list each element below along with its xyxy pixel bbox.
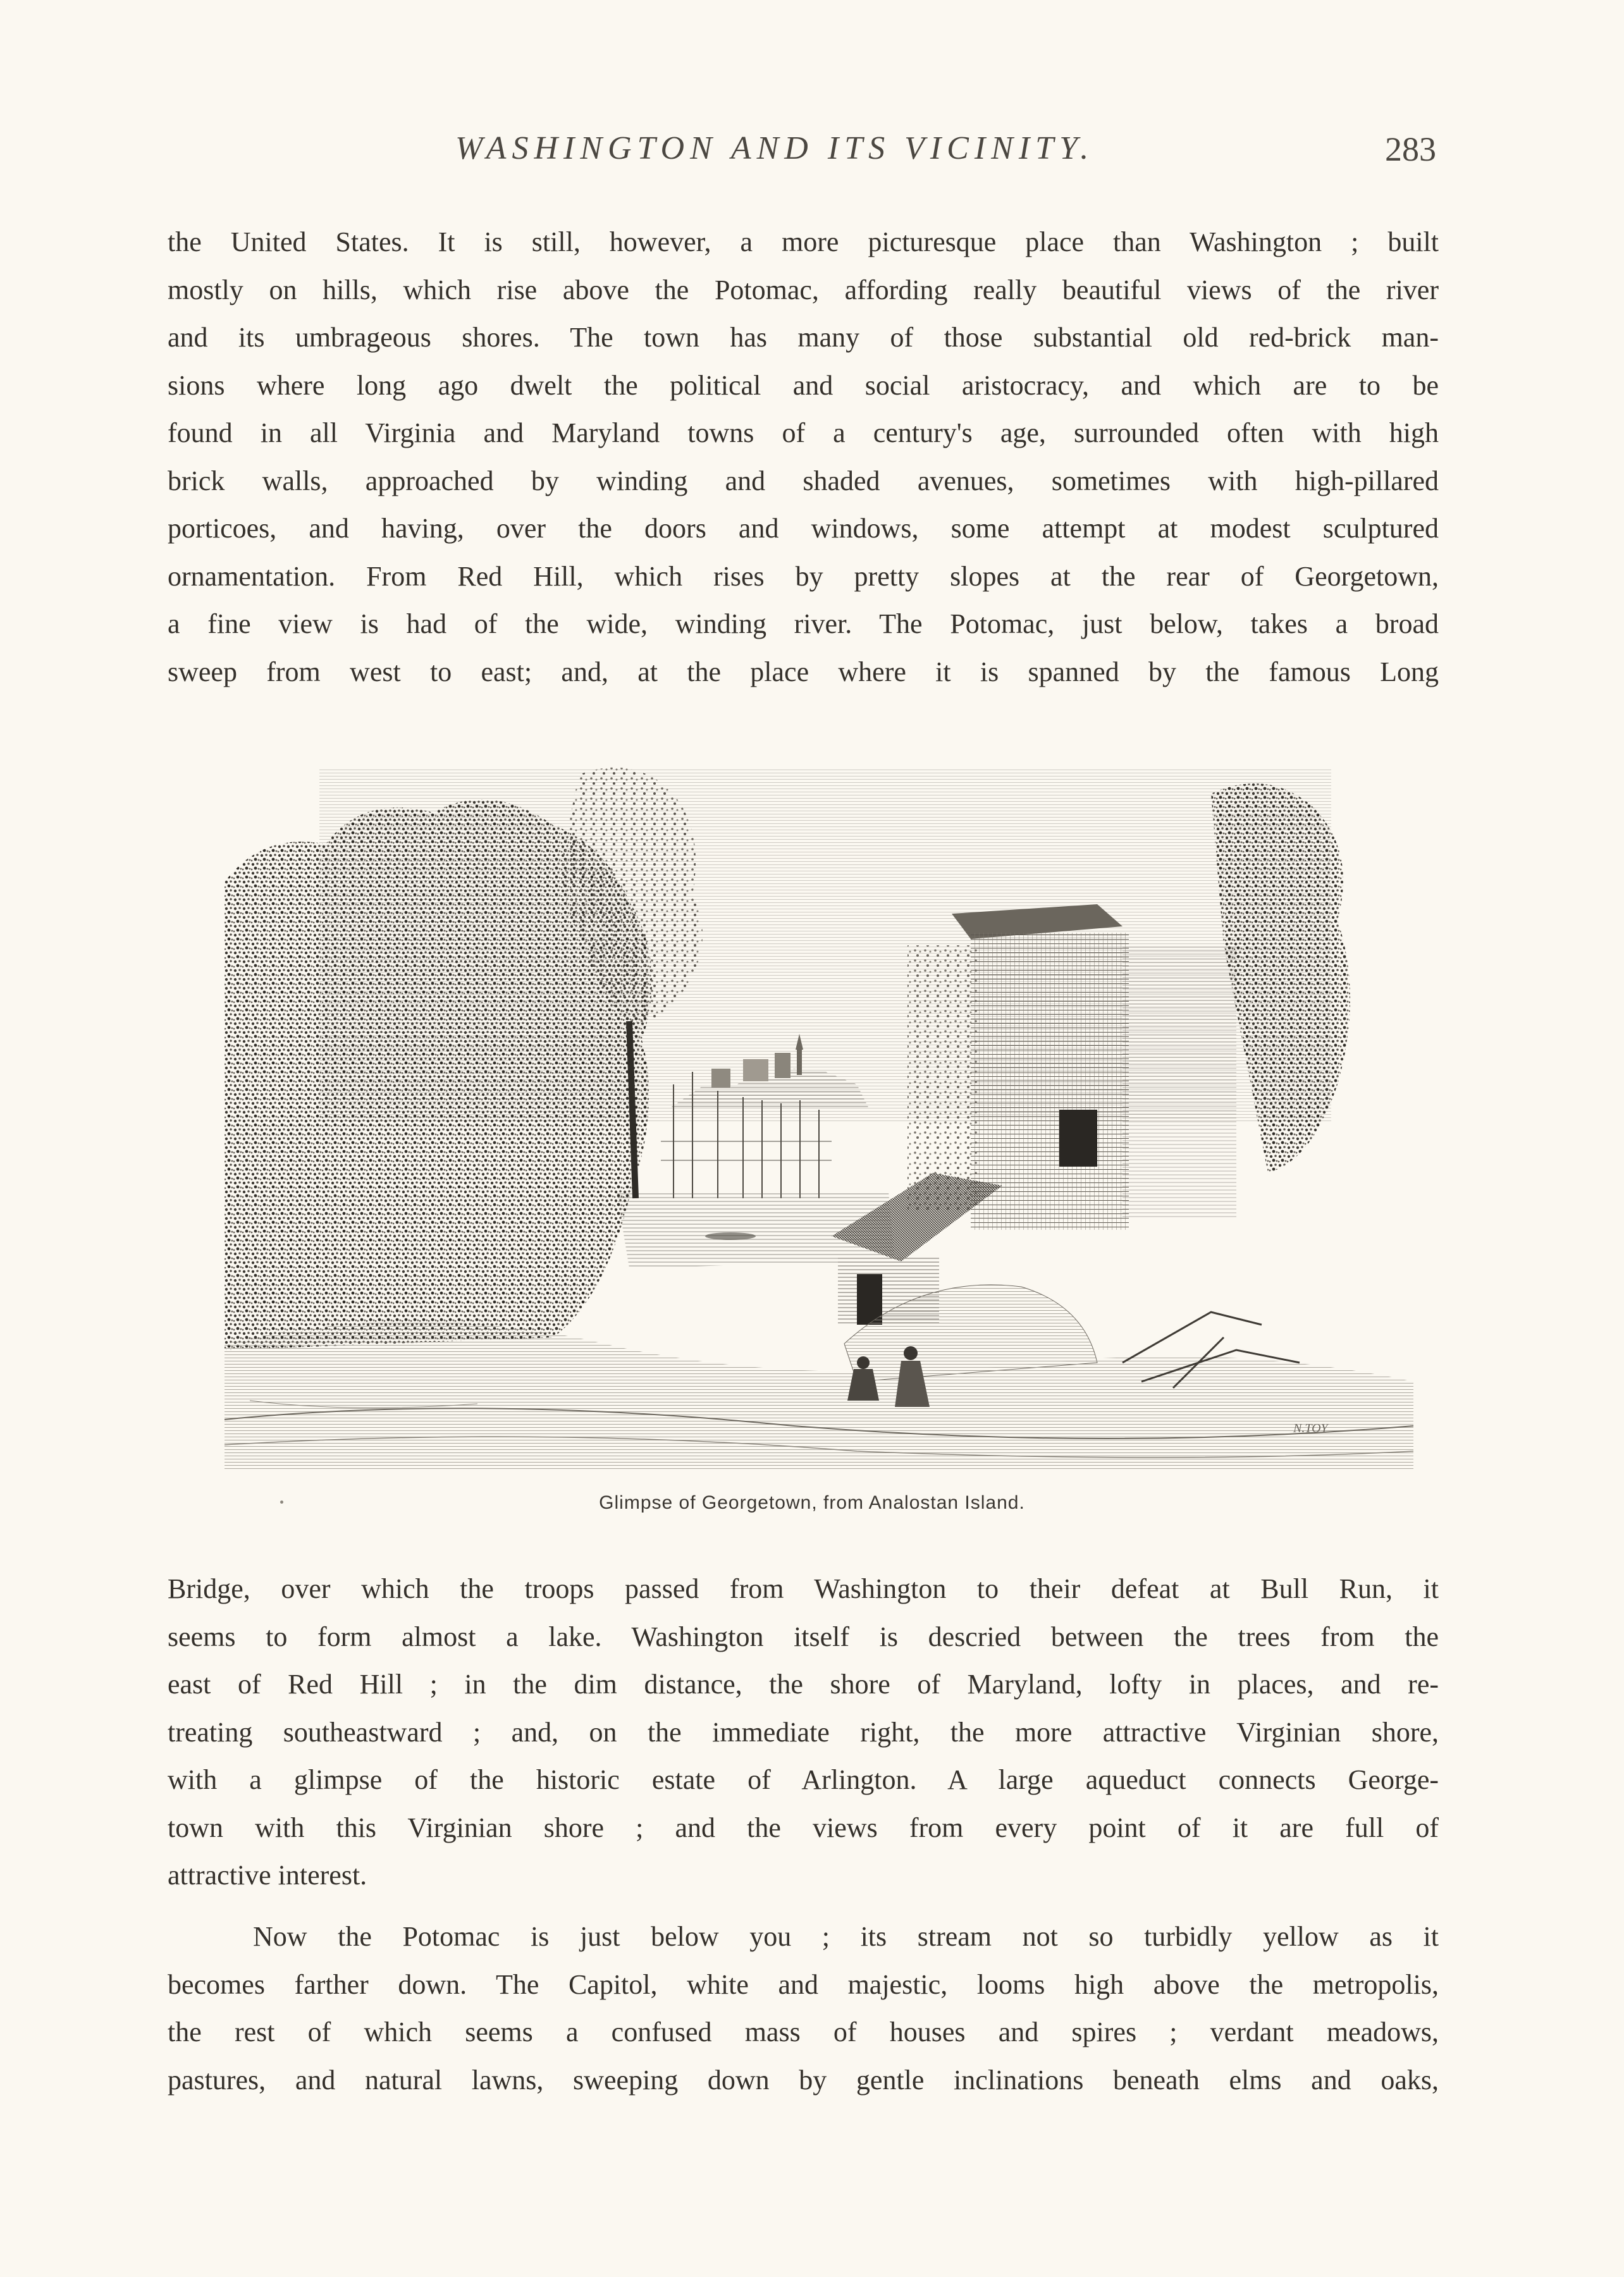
paragraph-2 <box>168 1565 1439 1900</box>
text-line: town with this Virginian shore ; and the views from every point of it are full of <box>168 1812 1439 1843</box>
engraving-image <box>225 756 1413 1470</box>
running-head <box>0 130 1624 180</box>
figure-caption: Glimpse of Georgetown, from Analostan Island. <box>599 1492 1025 1513</box>
text-line: attractive interest. <box>168 1860 367 1891</box>
engraver-signature: N.TOY <box>1293 1421 1328 1435</box>
running-title: WASHINGTON AND ITS VICINITY. <box>455 130 1095 166</box>
text-line: mostly on hills, which rise above the Potomac, affording really beautiful views of the river <box>168 274 1439 305</box>
text-line: treating southeastward ; and, on the immediate right, the more attractive Virginian shore, <box>168 1716 1439 1748</box>
text-line: brick walls, approached by winding and shaded avenues, sometimes with high-pillared <box>168 465 1439 496</box>
text-line: Bridge, over which the troops passed from Washington to their defeat at Bull Run, it <box>168 1573 1439 1604</box>
text-line: sions where long ago dwelt the political and social aristocracy, and which are to be <box>168 369 1439 401</box>
text-line: the United States. It is still, however, a more picturesque place than Washington ; built <box>168 226 1439 257</box>
paragraph-3 <box>168 1913 1439 2104</box>
text-line: Now the Potomac is just below you ; its stream not so turbidly yellow as it <box>253 1921 1439 1952</box>
text-line: porticoes, and having, over the doors and windows, some attempt at modest sculptured <box>168 513 1439 544</box>
text-line: sweep from west to east; and, at the place where it is spanned by the famous Long <box>168 656 1439 687</box>
text-line: becomes farther down. The Capitol, white and majestic, looms high above the metropolis, <box>168 1968 1439 2000</box>
text-line: ornamentation. From Red Hill, which rises by pretty slopes at the rear of Georgetown, <box>168 560 1439 592</box>
text-line: found in all Virginia and Maryland towns of a century's age, surrounded often with high <box>168 417 1439 448</box>
engraving-illustration <box>225 756 1413 1470</box>
text-line: pastures, and natural lawns, sweeping down by gentle inclinations beneath elms and oaks, <box>168 2064 1439 2096</box>
text-line: seems to form almost a lake. Washington itself is descried between the trees from the <box>168 1621 1439 1652</box>
text-line: a fine view is had of the wide, winding river. The Potomac, just below, takes a broad <box>168 608 1439 639</box>
text-line: the rest of which seems a confused mass of houses and spires ; verdant meadows, <box>168 2016 1439 2047</box>
paragraph-1 <box>168 218 1439 696</box>
text-line: east of Red Hill ; in the dim distance, the shore of Maryland, lofty in places, and re- <box>168 1669 1439 1700</box>
text-line: and its umbrageous shores. The town has many of those substantial old red-brick man- <box>168 322 1439 353</box>
page-number: 283 <box>1385 130 1436 168</box>
text-line: with a glimpse of the historic estate of Arlington. A large aqueduct connects George- <box>168 1764 1439 1795</box>
